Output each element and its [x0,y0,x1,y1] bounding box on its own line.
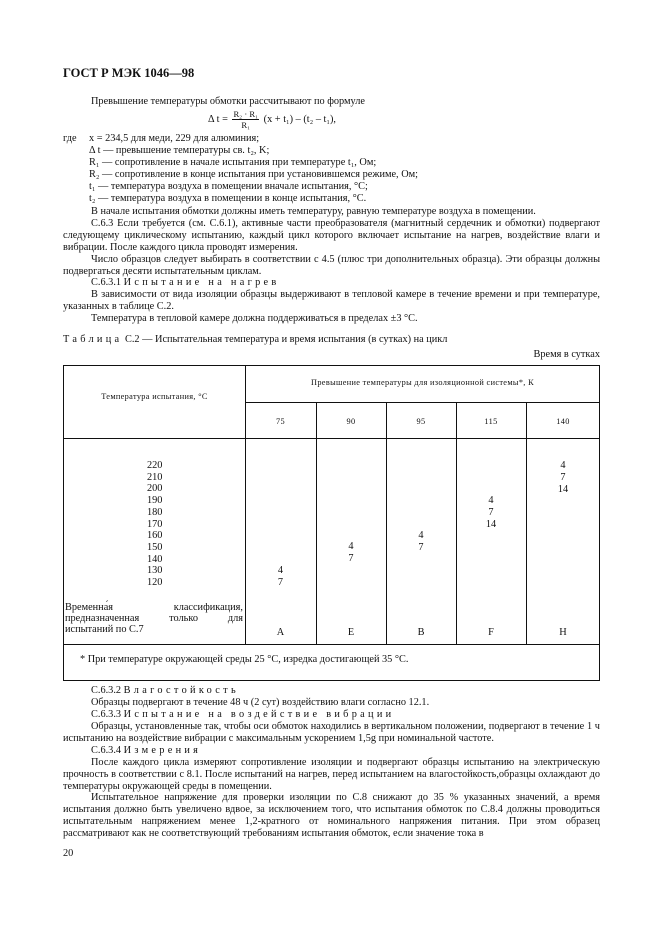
paragraph: В зависимости от вида изоляции образцы выдерживают в тепловой камере в течение времени и при температуре, указанных в таблице С.2. [63,289,600,313]
temperature-value: 220 [147,460,163,471]
definition: R₁ — сопротивление в начале испытания при температуре t₁, Ом; [89,157,377,168]
temperature-value: 170 [147,518,163,530]
days-cell: 4 [560,460,566,471]
rise-value: 140 [556,417,570,426]
days-75 [245,565,316,589]
days-cell: 4 [418,530,424,541]
temperature-value: 130 [147,565,163,577]
days-cell: 14 [485,518,497,530]
days-cell: 4 [488,495,494,506]
where-label: где [63,133,77,144]
insulation-class: H [559,627,567,638]
classification-word: классификация, [173,602,243,613]
insulation-class: F [488,627,494,638]
temperature-formula [208,109,336,130]
column-divider [245,366,246,644]
days-cell: 7 [277,576,284,588]
section-title: Испытание на нагрев [123,277,280,288]
temperature-column-header: Температура испытания, °С [101,392,208,401]
classification-word: Временна́я [65,602,114,613]
temperature-list [147,460,162,589]
definition: x = 234,5 для меди, 229 для алюминия; [89,133,260,144]
formula-rhs: (x + t₁) – (t₂ – t₁), [263,113,336,125]
days-cell: 7 [488,506,494,518]
section-title: Испытание на воздействие вибрации [123,709,395,720]
classification-word: испытаний по С.7 [65,624,144,635]
section-number: С.6.3.4 [91,745,122,756]
section-number: С.6.3.2 [91,685,122,696]
insulation-class: A [276,627,285,638]
test-temperature-table [63,365,600,681]
days-95 [386,530,456,554]
section-heading [91,685,239,697]
paragraph: В начале испытания обмотки должны иметь температуру, равную температуре воздуха в помещении. [91,206,536,217]
page-number: 20 [63,848,74,859]
table-footnote: * При температуре окружающей среды 25 °С, изредка достигающей 35 °С. [80,654,409,665]
days-cell: 14 [557,483,569,495]
temperature-value: 140 [147,553,163,565]
rise-value: 90 [346,417,356,426]
formula-lhs: Δ t = [208,113,228,125]
paragraph: С.6.3 Если требуется (см. С.6.1), активные части преобразователя (магнитный сердечник и обмотки) подвергают следующему циклическому испытанию, каждый цикл которого включает испытание на нагрев, воздействие влаги и вибрации. После каждого цикла проводят измерения. [63,218,600,254]
days-140 [526,460,600,495]
temperature-value: 190 [147,495,163,507]
temperature-value: 160 [147,530,163,542]
section-title: Влагостойкость [123,685,239,696]
days-cell: 7 [418,541,424,553]
formula-denominator: R₁ [241,120,251,130]
paragraph: Испытательное напряжение для проверки изоляции по С.8 снижают до 35 % указанных значений, а время испытания должно быть увеличено вдвое, за исключением того, что испытания обмоток по С.8.4 должны проводиться испытательным напряжением менее 1,2-кратного от номинального напряжения питания. При этом образец рассматривают как не соответствующий требованиям испытания обмоток, если значение тока в [63,792,600,840]
row-divider [64,644,599,645]
intro-text: Превышение температуры обмотки рассчитывают по формуле [91,96,365,107]
days-cell: 7 [560,471,566,483]
rise-header: Превышение температуры для изоляционной системы*, К [311,378,534,387]
table-label: Таблица [63,334,123,345]
row-divider [64,438,599,439]
rise-value: 95 [416,417,426,426]
section-title: Измерения [123,745,202,756]
days-cell: 7 [348,552,354,564]
section-heading [91,745,201,757]
classification-word: для [227,613,243,624]
section-number: С.6.3.3 [91,709,122,720]
days-115 [456,495,526,530]
section-number: С.6.3.1 [91,277,122,288]
temperature-value: 180 [147,506,163,518]
table-unit: Время в сутках [533,349,600,360]
classification-word: предназначенная [65,613,140,624]
definition: t₁ — температура воздуха в помещении вначале испытания, °C; [89,181,368,192]
section-heading [91,277,280,289]
table-caption-text: С.2 — Испытательная температура и время испытания (в сутках) на цикл [124,334,448,345]
formula-fraction [232,109,259,130]
temperature-value: 150 [147,541,163,553]
formula-numerator: R₂ · R₁ [233,109,259,119]
paragraph: После каждого цикла измеряют сопротивление изоляции и подвергают образцы испытанию на электрическую прочность в соответствии с 8.1. После испытаний на нагрев, перед испытанием на влагостойкость,образцы охлаждают до температуры окружающей среды в помещении. [63,757,600,793]
rise-value: 75 [276,417,285,426]
table-caption [63,334,447,346]
row-divider [245,402,600,403]
paragraph: Образцы подвергают в течение 48 ч (2 сут) воздействию влаги согласно 12.1. [91,697,430,708]
rise-value: 115 [484,417,498,426]
temperature-value: 120 [147,577,163,589]
document-header: ГОСТ Р МЭК 1046—98 [63,66,195,80]
insulation-class: E [347,627,355,638]
paragraph: Число образцов следует выбирать в соответствии с 4.5 (плюс три дополнительных образца). Эти образцы должны подвергаться десяти испытательным циклам. [63,254,600,278]
section-heading [91,709,394,721]
days-cell: 4 [348,541,354,552]
days-90 [316,541,386,565]
temperature-value: 210 [147,471,163,483]
definition: R₂ — сопротивление в конце испытания при установившемся режиме, Ом; [89,169,419,180]
paragraph: Образцы, установленные так, чтобы оси обмоток находились в вертикальном положении, подвергают в течение 1 ч испытанию на воздействие вибрации с максимальным ускорением 1,5g при номинальной частоте. [63,721,600,745]
classification-word: только [169,613,198,624]
paragraph: Температура в тепловой камере должна поддерживаться в пределах ±3 °С. [91,313,418,324]
days-cell: 4 [277,565,284,576]
temperature-value: 200 [147,483,163,495]
insulation-class: B [417,627,425,638]
definition: Δ t — превышение температуры св. t₂, K; [89,145,270,156]
definition: t₂ — температура воздуха в помещении в конце испытания, °C. [89,193,367,204]
classification-label [65,602,243,635]
